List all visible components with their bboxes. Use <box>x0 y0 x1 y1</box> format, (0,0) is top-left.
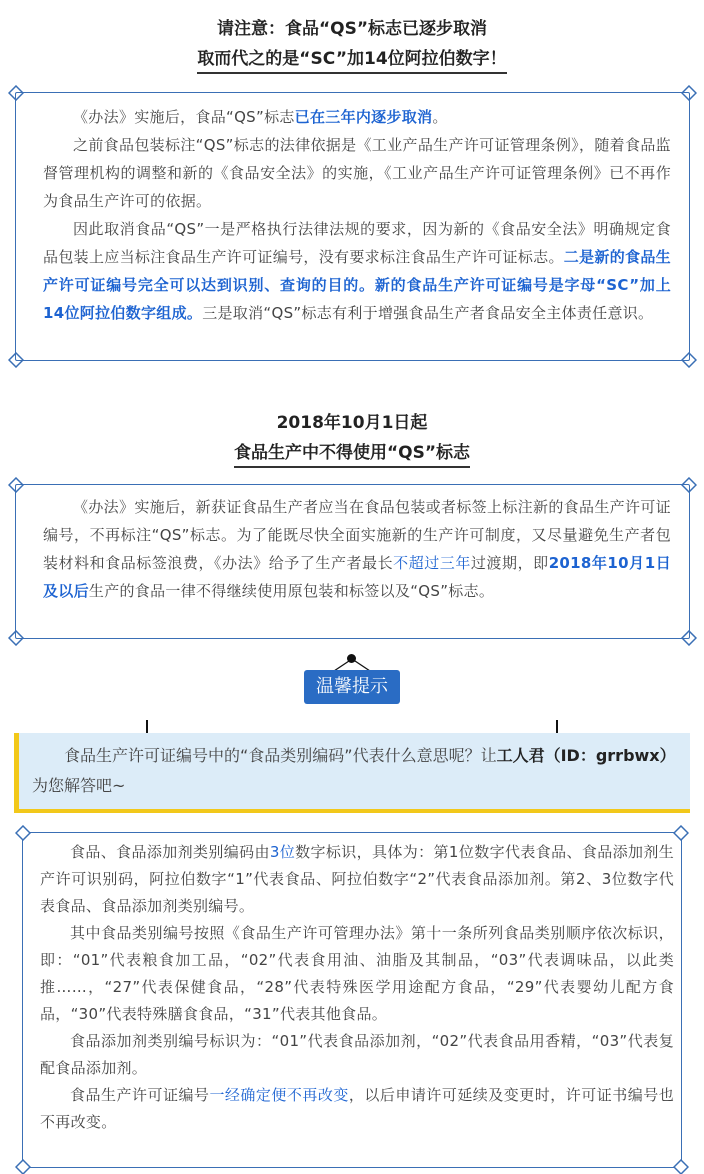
corner-ornament-icon <box>8 630 24 646</box>
section1-paragraph-3: 因此取消食品“QS”一是严格执行法律法规的要求，因为新的《食品安全法》明确规定食品包装上应当标注食品生产许可证编号，没有要求标注食品生产许可证标志。二是新的食品生产许可证编号完全可以达到识别、查询的目的。新的食品生产许可证编号是字母“SC”加上14位阿拉伯数字组成。三是取消“QS”标志有利于增强食品生产者食品安全主体责任意识。 <box>43 220 671 322</box>
section2-title-line2: 食品生产中不得使用“QS”标志 <box>234 438 470 468</box>
section1-title-line1: 请注意：食品“QS”标志已逐步取消 <box>216 19 488 39</box>
corner-ornament-icon <box>673 1159 689 1174</box>
question-bar <box>14 733 690 809</box>
section2-paragraph-1: 《办法》实施后，新获证食品生产者应当在食品包装或者标签上标注新的食品生产许可证编号，不再标注“QS”标志。为了能既尽快全面实施新的生产许可制度，又尽量避免生产者包装材料和食品标签浪费，《办法》给予了生产者最长不超过三年过渡期，即2018年10月1日及以后生产的食品一律不得继续使用原包装和标签以及“QS”标志。 <box>43 498 671 600</box>
section2-box <box>15 484 690 639</box>
corner-ornament-icon <box>681 630 697 646</box>
corner-ornament-icon <box>673 825 689 841</box>
tip-badge <box>304 656 400 704</box>
section1-box <box>15 92 690 361</box>
section1-title <box>0 14 704 74</box>
tip-dot-icon <box>347 654 356 663</box>
corner-ornament-icon <box>681 85 697 101</box>
corner-ornament-icon <box>681 477 697 493</box>
section1-paragraph-2: 之前食品包装标注“QS”标志的法律依据是《工业产品生产许可证管理条例》，随着食品监督管理机构的调整和新的《食品安全法》的实施，《工业产品生产许可证管理条例》已不再作为食品生产许可的依据。 <box>43 136 671 210</box>
question-bar-underline <box>14 809 690 813</box>
answer-paragraph-1: 食品、食品添加剂类别编码由3位数字标识，具体为：第1位数字代表食品、食品添加剂生产许可识别码，阿拉伯数字“1”代表食品、阿拉伯数字“2”代表食品添加剂。第2、3位数字代表食品、食品添加剂类别编号。 <box>40 843 674 915</box>
corner-ornament-icon <box>8 477 24 493</box>
question-bar-accent <box>14 733 19 809</box>
section1-paragraph-1: 《办法》实施后，食品“QS”标志已在三年内逐步取消。 <box>73 108 448 126</box>
corner-ornament-icon <box>8 85 24 101</box>
corner-ornament-icon <box>681 352 697 368</box>
question-text: 食品生产许可证编号中的“食品类别编码”代表什么意思呢？让工人君（ID：grrbwx）为您解答吧~ <box>32 746 676 795</box>
section2-title-line1: 2018年10月1日起 <box>276 413 428 433</box>
answer-paragraph-2: 其中食品类别编号按照《食品生产许可管理办法》第十一条所列食品类别顺序依次标识，即：“01”代表粮食加工品，“02”代表食用油、油脂及其制品，“03”代表调味品，以此类推……，“27”代表保健食品，“28”代表特殊医学用途配方食品，“29”代表婴幼儿配方食品，“30”代表特殊膳食食品，“31”代表其他食品。 <box>40 924 674 1023</box>
section2-title <box>0 408 704 468</box>
answer-paragraph-4: 食品生产许可证编号一经确定便不再改变，以后申请许可延续及变更时，许可证书编号也不再改变。 <box>40 1086 675 1131</box>
corner-ornament-icon <box>15 1159 31 1174</box>
section1-title-line2: 取而代之的是“SC”加14位阿拉伯数字！ <box>197 44 506 74</box>
corner-ornament-icon <box>15 825 31 841</box>
answer-paragraph-3: 食品添加剂类别编号标识为：“01”代表食品添加剂，“02”代表食品用香精，“03”代表复配食品添加剂。 <box>40 1032 674 1077</box>
tip-label: 温馨提示 <box>304 670 400 704</box>
corner-ornament-icon <box>8 352 24 368</box>
answer-box <box>22 832 682 1168</box>
